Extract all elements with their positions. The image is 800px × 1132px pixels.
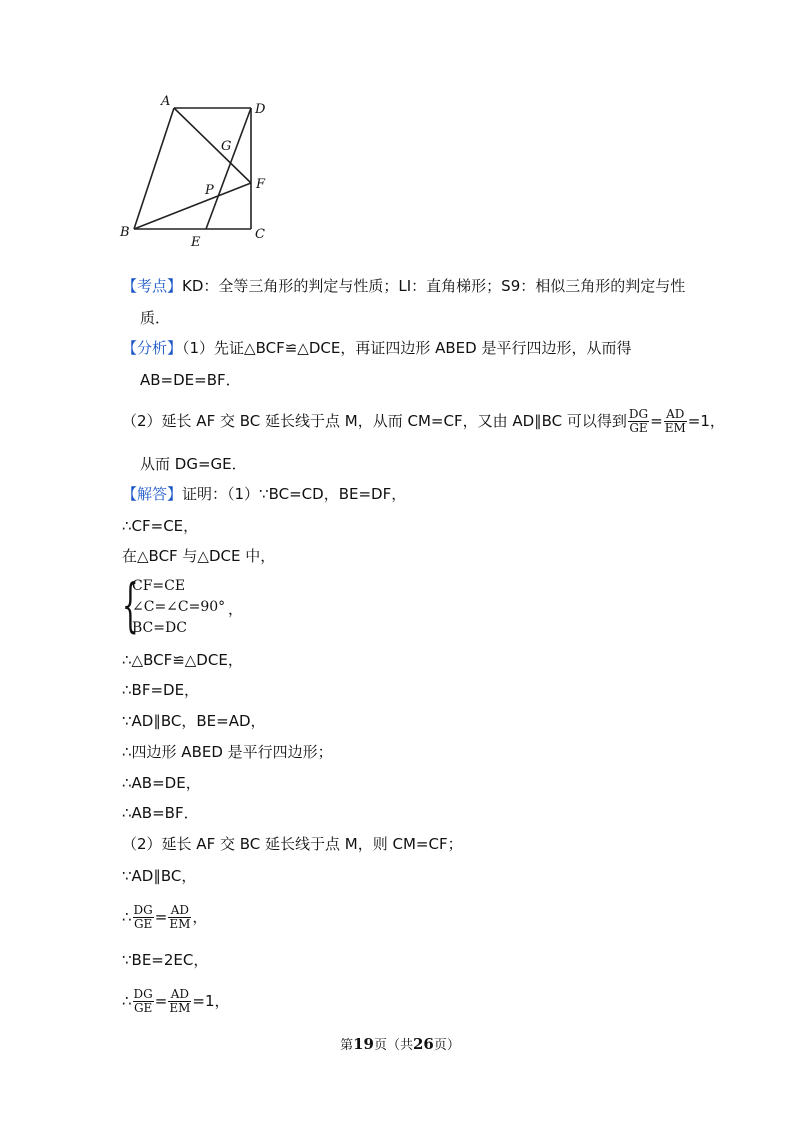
part2-analysis-text: （2）延长 AF 交 BC 延长线于点 M，从而 CM=CF，又由 AD∥BC 可以得到 — [122, 412, 627, 430]
fraction-denominator: EM — [169, 1001, 191, 1015]
fraction-denominator: EM — [664, 421, 686, 435]
fraction-denominator: GE — [133, 917, 153, 931]
fraction-ad-em — [664, 408, 687, 435]
jieda-text: 证明：（1）∵BC=CD，BE=DF， — [182, 485, 407, 503]
equals-sign: = — [154, 908, 168, 926]
segment-af — [174, 108, 251, 183]
part2-analysis-line — [122, 408, 725, 435]
page-number: 19 — [353, 1035, 374, 1053]
proof-line-11 — [122, 904, 207, 931]
fraction-ad-em — [168, 988, 191, 1015]
segment-de — [206, 108, 251, 229]
label-f: F — [256, 177, 266, 192]
therefore-symbol: ∴ — [122, 992, 132, 1010]
equals-sign: = — [154, 992, 168, 1010]
proof-line-1: ∴CF=CE， — [122, 517, 199, 535]
kaodian-cont: 质． — [140, 309, 171, 327]
system-tail: ， — [228, 600, 244, 618]
label-c: C — [255, 227, 265, 242]
proof-line-9: （2）延长 AF 交 BC 延长线于点 M，则 CM=CF； — [122, 835, 463, 853]
fraction-dg-ge — [133, 988, 154, 1015]
fraction-numerator: DG — [628, 407, 649, 421]
system-row-2: ∠C=∠C=90° — [132, 599, 226, 615]
proof-line-6: ∴四边形 ABED 是平行四边形； — [122, 743, 333, 761]
fenxi-cont: AB=DE=BF． — [140, 371, 241, 389]
fraction-numerator: AD — [664, 408, 687, 422]
label-d: D — [255, 102, 266, 117]
proof-line-2: 在△BCF 与△DCE 中， — [122, 547, 276, 565]
jieda-tag: 【解答】 — [122, 485, 183, 503]
label-e: E — [191, 235, 201, 250]
proof-line-8: ∴AB=BF． — [122, 804, 199, 822]
fraction-numerator: AD — [168, 904, 191, 918]
proof-line-4: ∴BF=DE， — [122, 681, 200, 699]
segment-bf — [134, 183, 251, 229]
kaodian-tag: 【考点】 — [122, 277, 183, 295]
part2-analysis-tail: =1， — [687, 412, 725, 430]
fraction-dg-ge — [133, 904, 154, 931]
jieda-line — [122, 484, 406, 504]
footer-mid: 页（共 — [373, 1038, 413, 1053]
system-row-1: CF=CE — [132, 578, 186, 594]
part2-analysis-cont: 从而 DG=GE． — [140, 455, 247, 473]
page-footer — [0, 1034, 800, 1053]
proof-line-12: ∵BE=2EC， — [122, 951, 209, 969]
label-g: G — [221, 139, 232, 154]
brace-symbol: { — [122, 571, 139, 639]
proof-line-5: ∵AD∥BC，BE=AD， — [122, 712, 266, 730]
fraction-denominator: GE — [133, 1001, 153, 1015]
proof-line-13 — [122, 988, 230, 1015]
line-tail: ， — [192, 908, 208, 926]
footer-pre: 第 — [340, 1038, 354, 1053]
fenxi-line — [122, 338, 631, 358]
total-pages: 26 — [413, 1035, 434, 1053]
label-a: A — [161, 94, 171, 109]
fraction-denominator: GE — [629, 421, 648, 435]
proof-line-3: ∴△BCF≌△DCE， — [122, 651, 243, 669]
kaodian-line — [122, 276, 685, 296]
fraction-numerator: DG — [133, 987, 153, 1001]
system-row-3: BC=DC — [132, 620, 187, 636]
label-b: B — [120, 225, 130, 240]
proof-line-10: ∵AD∥BC， — [122, 867, 197, 885]
fraction-denominator: EM — [169, 917, 191, 931]
equals-sign: = — [650, 412, 663, 430]
fenxi-text: （1）先证△BCF≌△DCE，再证四边形 ABED 是平行四边形，从而得 — [182, 339, 632, 357]
fraction-dg-ge — [628, 408, 649, 435]
fraction-numerator: DG — [133, 903, 153, 917]
fraction-numerator: AD — [168, 988, 191, 1002]
geometry-figure — [118, 92, 278, 250]
kaodian-text: KD：全等三角形的判定与性质；LI：直角梯形；S9：相似三角形的判定与性 — [182, 277, 686, 295]
proof-line-7: ∴AB=DE， — [122, 774, 201, 792]
fraction-ad-em — [168, 904, 191, 931]
therefore-symbol: ∴ — [122, 908, 132, 926]
fenxi-tag: 【分析】 — [122, 339, 183, 357]
line-tail: =1， — [192, 992, 230, 1010]
label-p: P — [205, 183, 214, 198]
segment-ab — [134, 108, 174, 229]
footer-post: 页） — [433, 1038, 460, 1053]
